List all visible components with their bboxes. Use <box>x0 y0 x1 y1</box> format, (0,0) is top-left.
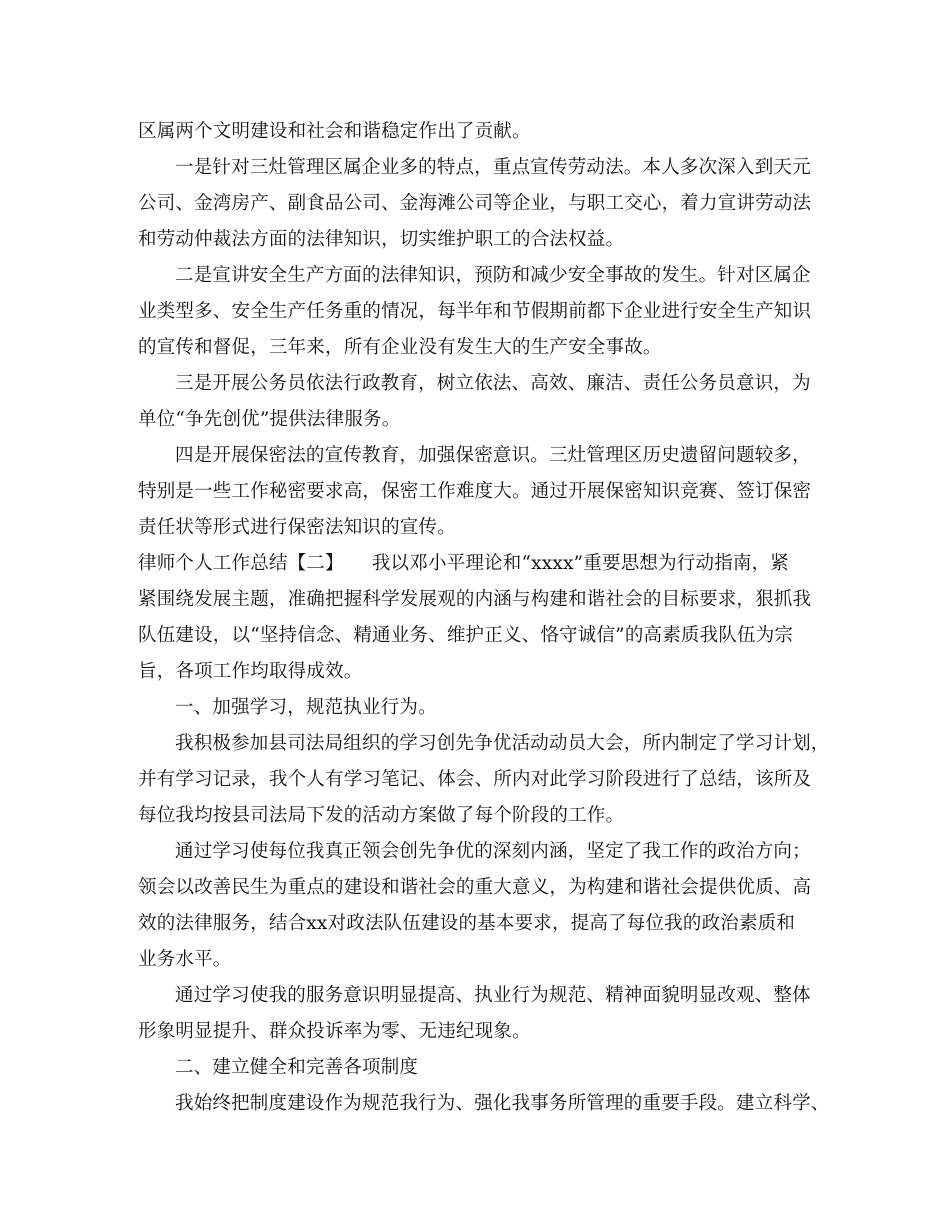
subheading-line: 二、建立健全和完善各项制度 <box>175 1057 419 1078</box>
text-line: 特别是一些工作秘密要求高，保密工作难度大。通过开展保密知识竞赛、签订保密 <box>138 481 812 502</box>
paragraph-first-line: 一是针对三灶管理区属企业多的特点，重点宣传劳动法。本人多次深入到天元 <box>175 157 811 178</box>
subheading-line: 一、加强学习，规范执业行为。 <box>175 697 437 718</box>
paragraph-first-line: 通过学习使我的服务意识明显提高、执业行为规范、精神面貌明显改观、整体 <box>175 985 811 1006</box>
paragraph-first-line: 二是宣讲安全生产方面的法律知识，预防和减少安全事故的发生。针对区属企 <box>175 265 811 286</box>
paragraph-first-line: 我始终把制度建设作为规范我行为、强化我事务所管理的重要手段。建立科学、 <box>175 1093 830 1114</box>
paragraph-first-line: 通过学习使每位我真正领会创先争优的深刻内涵，坚定了我工作的政治方向； <box>175 841 811 862</box>
text-line: 每位我均按县司法局下发的活动方案做了每个阶段的工作。 <box>138 805 625 826</box>
text-line: 单位“争先创优”提供法律服务。 <box>138 409 401 430</box>
section-heading-line: 律师个人工作总结【二】 我以邓小平理论和“xxxx”重要思想为行动指南，紧 <box>138 553 790 574</box>
text-line: 领会以改善民生为重点的建设和谐社会的重大意义，为构建和谐社会提供优质、高 <box>138 877 812 898</box>
text-line: 业务水平。 <box>138 949 232 970</box>
text-line: 效的法律服务，结合xx对政法队伍建设的基本要求，提高了每位我的政治素质和 <box>138 913 796 934</box>
paragraph-first-line: 四是开展保密法的宣传教育，加强保密意识。三灶管理区历史遗留问题较多， <box>175 445 811 466</box>
text-line: 紧围绕发展主题，准确把握科学发展观的内涵与构建和谐社会的目标要求，狠抓我 <box>138 589 812 610</box>
text-line: 业类型多、安全生产任务重的情况，每半年和节假期前都下企业进行安全生产知识 <box>138 301 812 322</box>
paragraph-first-line: 三是开展公务员依法行政教育，树立依法、高效、廉洁、责任公务员意识，为 <box>175 373 811 394</box>
text-line: 队伍建设，以“坚持信念、精通业务、维护正义、恪守诚信”的高素质我队伍为宗 <box>138 625 794 646</box>
text-line: 的宣传和督促，三年来，所有企业没有发生大的生产安全事故。 <box>138 337 662 358</box>
document-body <box>138 114 830 1122</box>
text-line: 公司、金湾房产、副食品公司、金海滩公司等企业，与职工交心，着力宣讲劳动法 <box>138 193 812 214</box>
text-line: 和劳动仲裁法方面的法律知识，切实维护职工的合法权益。 <box>138 229 625 250</box>
text-line: 并有学习记录，我个人有学习笔记、体会、所内对此学习阶段进行了总结，该所及 <box>138 769 812 790</box>
text-line: 区属两个文明建设和社会和谐稳定作出了贡献。 <box>138 121 531 142</box>
text-line: 形象明显提升、群众投诉率为零、无违纪现象。 <box>138 1021 531 1042</box>
paragraph-first-line: 我积极参加县司法局组织的学习创先争优活动动员大会，所内制定了学习计划， <box>175 733 830 754</box>
text-line: 旨，各项工作均取得成效。 <box>138 661 363 682</box>
text-line: 责任状等形式进行保密法知识的宣传。 <box>138 517 456 538</box>
